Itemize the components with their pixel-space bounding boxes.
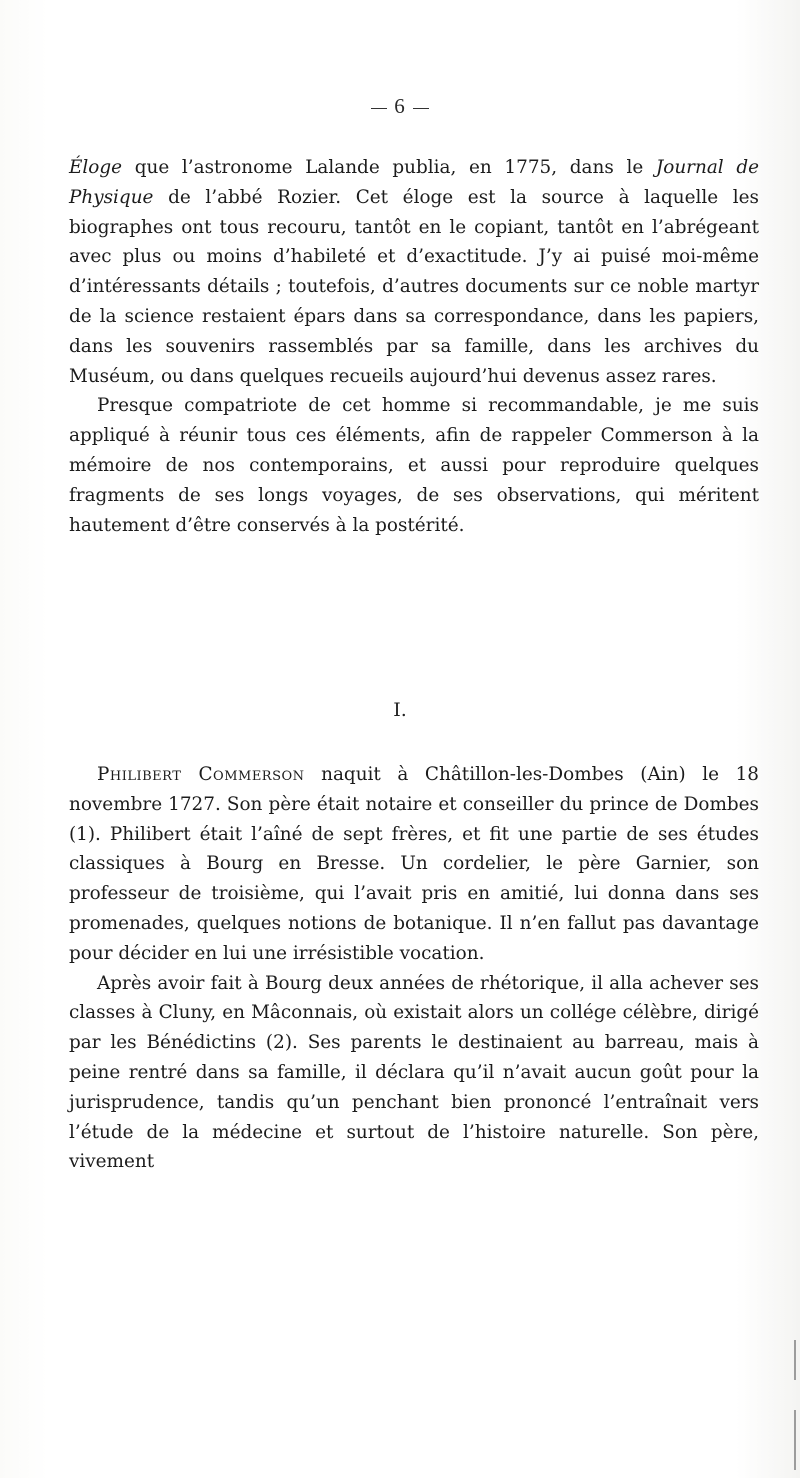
intro-text: [69, 153, 759, 540]
page-number-value: 6: [394, 94, 406, 118]
page-number: [0, 94, 800, 119]
intro-paragraph-2: Presque compatriote de cet homme si recommandable, je me suis appliqué à réunir tous ces éléments, afin de rappeler Commerson à la mémoire de nos contemporains, et aussi pour reproduire quelques fragments de ses longs voyages, de ses observations, qui méritent hautement d’être conservés à la postérité.: [69, 395, 759, 536]
left-dash: [371, 108, 387, 109]
page-edge-mark: [794, 1340, 796, 1380]
intro-paragraph-1-part-1: que l’astronome Lalande publia, en 1775, dans le: [122, 157, 656, 178]
section-heading: I.: [393, 699, 407, 721]
section-text: [69, 760, 759, 1177]
journal-title: Journal de Physique: [69, 157, 759, 208]
person-name: Philibert Commerson: [97, 764, 305, 785]
section-paragraph-2: Après avoir fait à Bourg deux années de rhétorique, il alla achever ses classes à Cluny, en Mâconnais, où existait alors un collége célèbre, dirigé par les Bénédictins (2). Ses parents le destinaient au barreau, mais à peine rentré dans sa famille, il déclara qu’il n’avait aucun goût pour la jurisprudence, tandis qu’un penchant bien prononcé l’entraînait vers l’étude de la médecine et surtout de l’histoire naturelle. Son père, vivement: [69, 972, 759, 1173]
intro-paragraph-1-part-2: de l’abbé Rozier. Cet éloge est la source à laquelle les biographes ont tous recouru, tantôt en le copiant, tantôt en l’abrégeant avec plus ou moins d’habileté et d’exactitude. J’y ai puisé moi-même d’intéressants détails ; toutefois, d’autres documents sur ce noble martyr de la science restaient épars dans sa correspondance, dans les papiers, dans les souvenirs rassemblés par sa famille, dans les archives du Muséum, ou dans quelques recueils aujourd’hui devenus assez rares.: [69, 186, 759, 387]
intro-paragraph-1: [69, 153, 759, 391]
section-paragraph-1-text: naquit à Châtillon-les-Dombes (Ain) le 18 novembre 1727. Son père était notaire et conseiller du prince de Dombes (1). Philibert était l’aîné de sept frères, et fit une partie de ses études classiques à Bourg en Bresse. Un cordelier, le père Garnier, son professeur de troisième, qui l’avait pris en amitié, lui donna dans ses promenades, quelques notions de botanique. Il n’en fallut pas davantage pour décider en lui une irrésistible vocation.: [69, 764, 759, 964]
page-edge-mark: [794, 1410, 796, 1470]
eloge-title: Éloge: [69, 157, 123, 178]
section-paragraph-1: [69, 760, 759, 969]
right-dash: [413, 108, 429, 109]
